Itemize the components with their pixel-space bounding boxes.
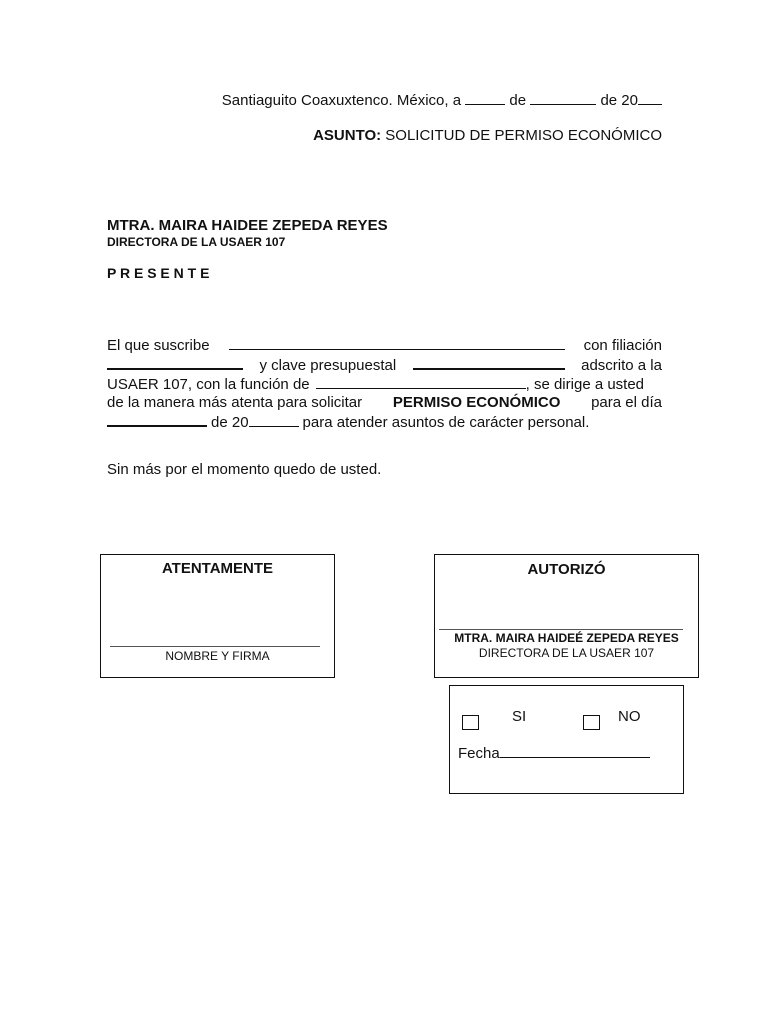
body-line-5 [107, 412, 662, 432]
body-text-9: de 20 [211, 414, 249, 431]
subject-line [180, 127, 662, 144]
name-blank[interactable] [229, 336, 565, 350]
yes-label: SI [512, 708, 527, 725]
body-line-2 [107, 355, 662, 375]
no-checkbox[interactable] [583, 715, 600, 730]
authorization-name: MTRA. MAIRA HAIDEÉ ZEPEDA REYES [454, 631, 679, 645]
signature-line[interactable] [110, 646, 320, 647]
decision-date-blank[interactable] [500, 744, 650, 758]
date-de-1: de [509, 92, 527, 109]
body-text-8: para el día [591, 394, 662, 411]
body-text-6: , se dirige a usted [525, 376, 645, 393]
year-blank[interactable] [638, 91, 662, 105]
place-date-line [180, 91, 662, 109]
body-paragraph [107, 336, 662, 432]
subject-label: ASUNTO: [313, 127, 382, 144]
signature-caption: NOMBRE Y FIRMA [165, 649, 270, 663]
decision-box [449, 685, 684, 794]
body-text-2: con filiación [583, 337, 662, 354]
body-text-7: de la manera más atenta para solicitar [107, 394, 363, 411]
date-de-2: de 20 [600, 92, 638, 109]
body-text-10: para atender asuntos de carácter personal. [302, 414, 590, 431]
body-line-3 [107, 375, 662, 394]
recipient-title: DIRECTORA DE LA USAER 107 [107, 235, 286, 249]
body-line-4 [107, 394, 662, 412]
decision-date-label: Fecha [458, 745, 500, 762]
no-label: NO [618, 708, 641, 725]
body-text-3: y clave presupuestal [259, 357, 397, 374]
decision-date-line [458, 744, 650, 762]
presente: P R E S E N T E [107, 265, 210, 281]
year-request-blank[interactable] [249, 413, 299, 427]
clave-blank[interactable] [413, 355, 565, 370]
subject-text: SOLICITUD DE PERMISO ECONÓMICO [385, 127, 662, 144]
body-text-1: El que suscribe [107, 337, 210, 354]
yes-checkbox[interactable] [462, 715, 479, 730]
authorization-signature-line[interactable] [439, 629, 683, 630]
filiacion-blank[interactable] [107, 355, 243, 370]
recipient-name: MTRA. MAIRA HAIDEE ZEPEDA REYES [107, 217, 388, 234]
body-line-1 [107, 336, 662, 355]
day-request-blank[interactable] [107, 412, 207, 427]
closing-line: Sin más por el momento quedo de usted. [107, 461, 382, 478]
signature-box [100, 554, 335, 678]
signature-heading: ATENTAMENTE [161, 560, 274, 577]
authorization-heading: AUTORIZÓ [527, 561, 606, 578]
authorization-box [434, 554, 699, 678]
place-date-prefix: Santiaguito Coaxuxtenco. México, a [221, 92, 462, 109]
body-text-5: USAER 107, con la función de [107, 376, 310, 393]
funcion-blank[interactable] [316, 375, 526, 389]
body-text-4: adscrito a la [581, 357, 662, 374]
month-blank[interactable] [530, 91, 596, 105]
permiso-bold: PERMISO ECONÓMICO [392, 394, 561, 411]
day-blank[interactable] [465, 91, 505, 105]
authorization-title: DIRECTORA DE LA USAER 107 [478, 646, 655, 660]
